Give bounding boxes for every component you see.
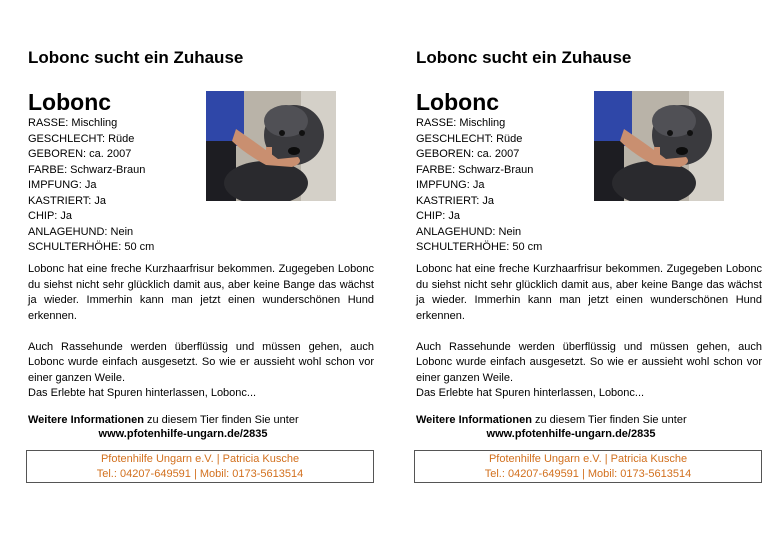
- description-paragraph: Lobonc hat eine freche Kurzhaarfrisur bekommen. Zugegeben Lobonc du siehst nicht sehr glücklich damit aus, aber keine Bange das wächst ja wieder. Immerhin kann man jetzt einen wunderschönen Hund erkennen.: [28, 263, 374, 322]
- contact-organization: Pfotenhilfe Ungarn e.V. | Patricia Kusche: [100, 453, 300, 465]
- contact-organization: Pfotenhilfe Ungarn e.V. | Patricia Kusche: [488, 453, 688, 465]
- dog-photo: [594, 91, 724, 201]
- attr-breed: RASSE: Mischling: [28, 117, 118, 129]
- contact-box: [414, 450, 762, 483]
- flyer-heading: Lobonc sucht ein Zuhause: [28, 48, 244, 67]
- more-info-label: Weitere Informationen: [416, 414, 532, 426]
- attr-vaccination: IMPFUNG: Ja: [28, 179, 97, 191]
- more-info-text: zu diesem Tier finden Sie unter: [143, 414, 299, 426]
- description-paragraph: Das Erlebte hat Spuren hinterlassen, Lobonc...: [28, 387, 257, 399]
- more-info-url[interactable]: www.pfotenhilfe-ungarn.de/2835: [98, 427, 268, 440]
- contact-phone: Tel.: 04207-649591 | Mobil: 0173-5613514: [484, 468, 692, 480]
- attr-shoulder-height: SCHULTERHÖHE: 50 cm: [416, 241, 543, 253]
- more-info: [416, 414, 764, 441]
- contact-phone: Tel.: 04207-649591 | Mobil: 0173-5613514: [96, 468, 304, 480]
- attr-chip: CHIP: Ja: [416, 210, 461, 222]
- dog-photo: [206, 91, 336, 201]
- attribute-list: [416, 116, 542, 256]
- attr-listed-dog: ANLAGEHUND: Nein: [416, 225, 522, 238]
- dog-name: Lobonc: [416, 89, 500, 115]
- dog-name: Lobonc: [28, 89, 112, 115]
- attr-born: GEBOREN: ca. 2007: [416, 148, 520, 160]
- attr-born: GEBOREN: ca. 2007: [28, 148, 132, 160]
- description-paragraph: Auch Rassehunde werden überflüssig und müssen gehen, auch Lobonc wurde einfach ausgesetzt. So wie er aussieht wohl schon vor einer ganzen Weile.: [28, 340, 374, 384]
- more-info-text: zu diesem Tier finden Sie unter: [531, 414, 687, 426]
- attr-breed: RASSE: Mischling: [416, 117, 506, 129]
- attr-color: FARBE: Schwarz-Braun: [28, 163, 146, 176]
- attr-neutered: KASTRIERT: Ja: [28, 194, 107, 207]
- more-info-label: Weitere Informationen: [28, 414, 144, 426]
- description: [416, 262, 762, 402]
- attr-vaccination: IMPFUNG: Ja: [416, 179, 485, 191]
- attribute-list: [28, 116, 154, 256]
- flyer-right: [416, 0, 764, 543]
- attr-neutered: KASTRIERT: Ja: [416, 194, 495, 207]
- flyer-left: [28, 0, 376, 543]
- description: [28, 262, 374, 402]
- attr-sex: GESCHLECHT: Rüde: [28, 132, 135, 145]
- contact-box: [26, 450, 374, 483]
- flyer-heading: Lobonc sucht ein Zuhause: [416, 48, 632, 67]
- description-paragraph: Auch Rassehunde werden überflüssig und müssen gehen, auch Lobonc wurde einfach ausgesetzt. So wie er aussieht wohl schon vor einer ganzen Weile.: [416, 340, 762, 384]
- attr-color: FARBE: Schwarz-Braun: [416, 163, 534, 176]
- more-info-url[interactable]: www.pfotenhilfe-ungarn.de/2835: [486, 427, 656, 440]
- description-paragraph: Lobonc hat eine freche Kurzhaarfrisur bekommen. Zugegeben Lobonc du siehst nicht sehr glücklich damit aus, aber keine Bange das wächst ja wieder. Immerhin kann man jetzt einen wunderschönen Hund erkennen.: [416, 263, 762, 322]
- more-info: [28, 414, 376, 441]
- attr-chip: CHIP: Ja: [28, 210, 73, 222]
- attr-sex: GESCHLECHT: Rüde: [416, 132, 523, 145]
- description-paragraph: Das Erlebte hat Spuren hinterlassen, Lobonc...: [416, 387, 645, 399]
- attr-shoulder-height: SCHULTERHÖHE: 50 cm: [28, 241, 155, 253]
- attr-listed-dog: ANLAGEHUND: Nein: [28, 225, 134, 238]
